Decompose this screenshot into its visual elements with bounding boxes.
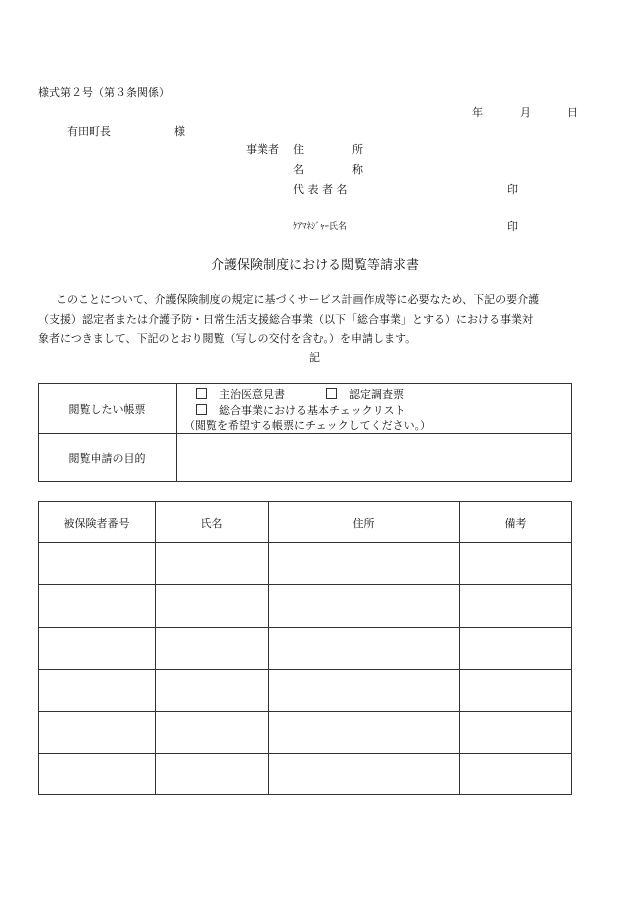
representative-label: 代 表 者 名 (293, 183, 348, 196)
applicant-label: 事業者 (246, 143, 279, 156)
seal-mark-1: 印 (507, 183, 518, 196)
option-ikensho[interactable] (196, 386, 285, 402)
persons-row-line (38, 627, 572, 628)
header-name: 氏名 (200, 517, 223, 530)
checkbox-icon[interactable] (196, 404, 207, 415)
checkbox-icon[interactable] (196, 388, 207, 399)
persons-col-line (459, 501, 460, 795)
month-label: 月 (520, 106, 531, 119)
checkbox-icon[interactable] (326, 388, 337, 399)
year-label: 年 (472, 106, 483, 119)
option-ikensho-label: 主治医意見書 (219, 388, 285, 401)
header-remarks: 備考 (504, 517, 527, 530)
addressee-suffix: 様 (174, 125, 185, 138)
address-char-1: 住 (293, 143, 304, 156)
care-manager-label: ｹｱﾏﾈｼﾞｬｰ氏名 (293, 222, 348, 232)
persons-col-line (155, 501, 156, 795)
persons-row-line (38, 753, 572, 754)
header-address: 住所 (352, 517, 375, 530)
option-chosahyo-label: 認定調査票 (349, 388, 404, 401)
form-number: 様式第２号（第３条関係） (38, 86, 170, 99)
persons-table (38, 501, 572, 795)
option-checklist[interactable] (196, 402, 405, 418)
persons-row-line (38, 542, 572, 543)
option-chosahyo[interactable] (326, 386, 404, 402)
ki-mark: 記 (309, 351, 320, 364)
day-label: 日 (567, 106, 578, 119)
seal-mark-2: 印 (507, 220, 518, 233)
body-line-2: （支援）認定者または介護予防・日常生活支援総合事業（以下「総合事業」とする）における事業対 (38, 313, 533, 326)
body-line-3: 象者につきまして、下記のとおり閲覧（写しの交付を含む。）を申請します。 (38, 332, 417, 345)
name-char-1: 名 (293, 163, 304, 176)
body-line-1: このことについて、介護保険制度の規定に基づくサービス計画作成等に必要なため、下記の要介護 (56, 293, 540, 306)
name-char-2: 称 (352, 163, 363, 176)
addressee: 有田町長 (67, 125, 111, 138)
persons-row-line (38, 669, 572, 670)
header-insured-number: 被保険者番号 (63, 517, 130, 530)
request-row1-label: 閲覧したい帳票 (68, 403, 146, 416)
persons-col-line (268, 501, 269, 795)
purpose-field[interactable] (177, 434, 571, 481)
address-char-2: 所 (352, 143, 363, 156)
persons-row-line (38, 711, 572, 712)
option-checklist-label: 総合事業における基本チェックリスト (219, 404, 406, 417)
checkbox-note: （閲覧を希望する帳票にチェックしてください。） (184, 419, 432, 432)
persons-row-line (38, 584, 572, 585)
request-row2-label: 閲覧申請の目的 (68, 452, 146, 465)
document-title: 介護保険制度における閲覧等請求書 (210, 258, 419, 273)
